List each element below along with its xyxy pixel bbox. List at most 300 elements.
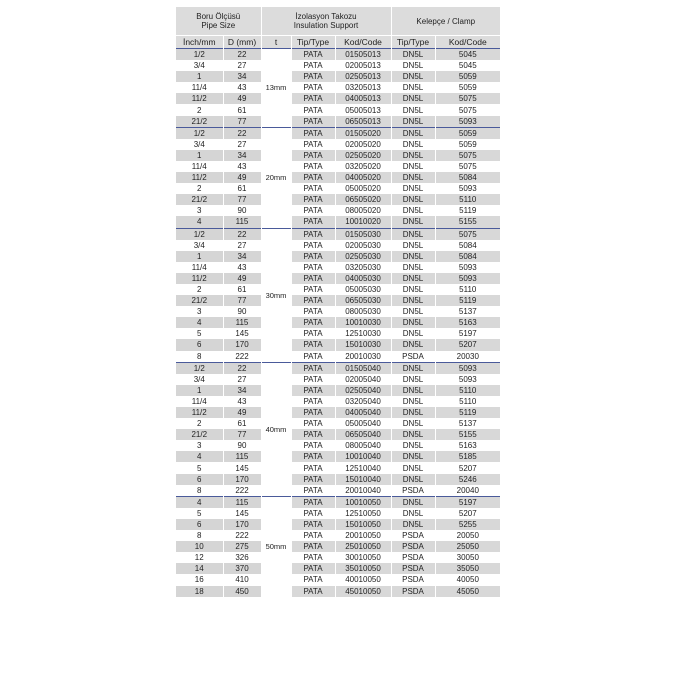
table-row: [176, 194, 500, 205]
table-row: [176, 139, 500, 150]
cell-clamp-type: DN5L: [391, 150, 435, 161]
cell-insulation-code: 03205030: [335, 262, 391, 273]
table-row: [176, 508, 500, 519]
cell-clamp-code: 5075: [435, 228, 500, 240]
cell-clamp-code: 5207: [435, 339, 500, 350]
table-row: [176, 71, 500, 82]
cell-d-mm: 115: [223, 451, 261, 462]
cell-insulation-code: 20010030: [335, 351, 391, 363]
cell-inch-mm: 18: [176, 586, 223, 597]
cell-clamp-code: 5093: [435, 116, 500, 128]
cell-d-mm: 61: [223, 183, 261, 194]
cell-d-mm: 43: [223, 161, 261, 172]
cell-inch-mm: 1/2: [176, 49, 223, 61]
cell-clamp-type: DN5L: [391, 284, 435, 295]
cell-insulation-type: PATA: [291, 49, 335, 61]
cell-clamp-type: DN5L: [391, 116, 435, 128]
cell-clamp-code: 5155: [435, 216, 500, 228]
cell-inch-mm: 3: [176, 306, 223, 317]
cell-d-mm: 450: [223, 586, 261, 597]
cell-insulation-code: 02505030: [335, 251, 391, 262]
cell-clamp-code: 5075: [435, 93, 500, 104]
cell-d-mm: 49: [223, 93, 261, 104]
cell-insulation-code: 02005030: [335, 240, 391, 251]
cell-thickness: 13mm: [261, 49, 291, 128]
cell-inch-mm: 16: [176, 574, 223, 585]
cell-clamp-type: DN5L: [391, 49, 435, 61]
table-row: [176, 150, 500, 161]
cell-thickness: 20mm: [261, 127, 291, 228]
cell-insulation-type: PATA: [291, 440, 335, 451]
cell-insulation-type: PATA: [291, 194, 335, 205]
cell-inch-mm: 1: [176, 71, 223, 82]
cell-inch-mm: 3/4: [176, 139, 223, 150]
cell-clamp-code: 5084: [435, 172, 500, 183]
cell-clamp-code: 5059: [435, 82, 500, 93]
cell-insulation-type: PATA: [291, 485, 335, 497]
cell-d-mm: 22: [223, 49, 261, 61]
cell-clamp-type: DN5L: [391, 496, 435, 508]
cell-insulation-code: 40010050: [335, 574, 391, 585]
cell-inch-mm: 2: [176, 104, 223, 115]
cell-clamp-code: 5075: [435, 161, 500, 172]
table-row: [176, 440, 500, 451]
cell-d-mm: 77: [223, 429, 261, 440]
cell-insulation-code: 01505020: [335, 127, 391, 139]
cell-insulation-type: PATA: [291, 374, 335, 385]
cell-insulation-code: 06505020: [335, 194, 391, 205]
cell-clamp-code: 5059: [435, 139, 500, 150]
cell-d-mm: 43: [223, 396, 261, 407]
cell-d-mm: 27: [223, 240, 261, 251]
column-t: t: [261, 36, 291, 49]
table-row: [176, 586, 500, 597]
cell-insulation-type: PATA: [291, 541, 335, 552]
cell-insulation-type: PATA: [291, 251, 335, 262]
table-row: [176, 462, 500, 473]
cell-insulation-type: PATA: [291, 451, 335, 462]
cell-inch-mm: 1: [176, 385, 223, 396]
cell-d-mm: 145: [223, 508, 261, 519]
table-row: [176, 82, 500, 93]
cell-clamp-type: DN5L: [391, 306, 435, 317]
table-row: [176, 273, 500, 284]
cell-insulation-type: PATA: [291, 317, 335, 328]
cell-clamp-type: PSDA: [391, 530, 435, 541]
cell-clamp-type: DN5L: [391, 418, 435, 429]
cell-clamp-type: DN5L: [391, 295, 435, 306]
cell-inch-mm: 2: [176, 418, 223, 429]
cell-insulation-type: PATA: [291, 172, 335, 183]
cell-d-mm: 77: [223, 116, 261, 128]
cell-clamp-type: DN5L: [391, 93, 435, 104]
cell-insulation-code: 30010050: [335, 552, 391, 563]
cell-insulation-type: PATA: [291, 385, 335, 396]
cell-d-mm: 410: [223, 574, 261, 585]
table-row: [176, 127, 500, 139]
cell-thickness: 30mm: [261, 228, 291, 362]
cell-inch-mm: 1/2: [176, 127, 223, 139]
cell-clamp-type: PSDA: [391, 351, 435, 363]
cell-insulation-type: PATA: [291, 127, 335, 139]
cell-inch-mm: 11/4: [176, 262, 223, 273]
column-clamp-type: Tip/Type: [391, 36, 435, 49]
cell-insulation-code: 05005030: [335, 284, 391, 295]
cell-clamp-type: DN5L: [391, 205, 435, 216]
cell-clamp-code: 5163: [435, 440, 500, 451]
cell-clamp-code: 20050: [435, 530, 500, 541]
cell-insulation-code: 05005020: [335, 183, 391, 194]
cell-clamp-code: 30050: [435, 552, 500, 563]
cell-clamp-code: 20030: [435, 351, 500, 363]
cell-clamp-type: DN5L: [391, 60, 435, 71]
cell-clamp-type: DN5L: [391, 262, 435, 273]
cell-d-mm: 145: [223, 462, 261, 473]
cell-d-mm: 370: [223, 563, 261, 574]
cell-insulation-type: PATA: [291, 306, 335, 317]
table-row: [176, 429, 500, 440]
insulation-title-tr: İzolasyon Takozu: [295, 12, 357, 21]
cell-insulation-code: 04005040: [335, 407, 391, 418]
cell-clamp-code: 5075: [435, 104, 500, 115]
cell-insulation-code: 02005020: [335, 139, 391, 150]
cell-inch-mm: 2: [176, 183, 223, 194]
cell-d-mm: 326: [223, 552, 261, 563]
cell-insulation-code: 02505013: [335, 71, 391, 82]
cell-insulation-code: 08005040: [335, 440, 391, 451]
cell-inch-mm: 1/2: [176, 362, 223, 374]
cell-clamp-type: DN5L: [391, 451, 435, 462]
cell-clamp-type: PSDA: [391, 574, 435, 585]
cell-insulation-type: PATA: [291, 183, 335, 194]
cell-clamp-type: DN5L: [391, 104, 435, 115]
cell-clamp-code: 5045: [435, 49, 500, 61]
cell-clamp-code: 35050: [435, 563, 500, 574]
cell-d-mm: 43: [223, 262, 261, 273]
cell-clamp-code: 5093: [435, 362, 500, 374]
cell-insulation-code: 12510040: [335, 462, 391, 473]
cell-inch-mm: 4: [176, 216, 223, 228]
cell-insulation-type: PATA: [291, 563, 335, 574]
table-row: [176, 530, 500, 541]
cell-d-mm: 27: [223, 374, 261, 385]
cell-inch-mm: 11/2: [176, 273, 223, 284]
table-row: [176, 351, 500, 363]
column-inch-mm: İnch/mm: [176, 36, 223, 49]
table-row: [176, 563, 500, 574]
cell-d-mm: 170: [223, 474, 261, 485]
cell-insulation-type: PATA: [291, 60, 335, 71]
cell-inch-mm: 2: [176, 284, 223, 295]
cell-d-mm: 222: [223, 485, 261, 497]
cell-insulation-type: PATA: [291, 284, 335, 295]
cell-d-mm: 275: [223, 541, 261, 552]
cell-insulation-code: 20010050: [335, 530, 391, 541]
cell-d-mm: 90: [223, 306, 261, 317]
table-row: [176, 216, 500, 228]
cell-clamp-type: PSDA: [391, 541, 435, 552]
cell-insulation-type: PATA: [291, 574, 335, 585]
cell-clamp-code: 5119: [435, 205, 500, 216]
cell-clamp-type: DN5L: [391, 508, 435, 519]
table-row: [176, 240, 500, 251]
cell-clamp-type: DN5L: [391, 396, 435, 407]
cell-d-mm: 90: [223, 440, 261, 451]
table-row: [176, 228, 500, 240]
cell-insulation-type: PATA: [291, 116, 335, 128]
cell-clamp-type: DN5L: [391, 161, 435, 172]
cell-clamp-type: DN5L: [391, 339, 435, 350]
cell-insulation-code: 10010040: [335, 451, 391, 462]
cell-insulation-code: 10010050: [335, 496, 391, 508]
cell-clamp-type: PSDA: [391, 563, 435, 574]
cell-insulation-type: PATA: [291, 273, 335, 284]
table-row: [176, 396, 500, 407]
cell-clamp-type: DN5L: [391, 429, 435, 440]
cell-d-mm: 61: [223, 284, 261, 295]
cell-clamp-type: DN5L: [391, 407, 435, 418]
cell-insulation-code: 45010050: [335, 586, 391, 597]
cell-inch-mm: 5: [176, 328, 223, 339]
cell-insulation-type: PATA: [291, 262, 335, 273]
cell-d-mm: 27: [223, 60, 261, 71]
cell-clamp-code: 5246: [435, 474, 500, 485]
cell-clamp-type: DN5L: [391, 228, 435, 240]
cell-insulation-code: 03205013: [335, 82, 391, 93]
column-d-mm: D (mm): [223, 36, 261, 49]
cell-insulation-type: PATA: [291, 216, 335, 228]
cell-d-mm: 43: [223, 82, 261, 93]
cell-insulation-type: PATA: [291, 150, 335, 161]
cell-d-mm: 115: [223, 216, 261, 228]
cell-clamp-type: DN5L: [391, 362, 435, 374]
cell-insulation-code: 08005020: [335, 205, 391, 216]
cell-inch-mm: 3/4: [176, 60, 223, 71]
pipe-size-header: [176, 7, 261, 36]
cell-insulation-code: 05005040: [335, 418, 391, 429]
table-row: [176, 328, 500, 339]
cell-insulation-code: 01505013: [335, 49, 391, 61]
cell-inch-mm: 1/2: [176, 228, 223, 240]
cell-clamp-code: 5084: [435, 240, 500, 251]
cell-insulation-type: PATA: [291, 228, 335, 240]
cell-d-mm: 170: [223, 519, 261, 530]
table-body: [176, 49, 500, 597]
cell-insulation-code: 02005013: [335, 60, 391, 71]
cell-insulation-type: PATA: [291, 328, 335, 339]
cell-clamp-code: 5093: [435, 374, 500, 385]
cell-clamp-code: 5093: [435, 183, 500, 194]
cell-clamp-code: 40050: [435, 574, 500, 585]
table-header: [176, 7, 500, 49]
cell-d-mm: 22: [223, 228, 261, 240]
cell-clamp-type: DN5L: [391, 317, 435, 328]
cell-insulation-code: 15010050: [335, 519, 391, 530]
cell-d-mm: 61: [223, 418, 261, 429]
cell-clamp-type: DN5L: [391, 273, 435, 284]
cell-insulation-code: 10010020: [335, 216, 391, 228]
table-row: [176, 385, 500, 396]
table-row: [176, 116, 500, 128]
cell-inch-mm: 21/2: [176, 295, 223, 306]
cell-clamp-type: PSDA: [391, 586, 435, 597]
cell-clamp-code: 5207: [435, 508, 500, 519]
table-row: [176, 485, 500, 497]
cell-insulation-type: PATA: [291, 418, 335, 429]
cell-clamp-code: 5110: [435, 194, 500, 205]
cell-clamp-type: DN5L: [391, 374, 435, 385]
column-insulation-code: Kod/Code: [335, 36, 391, 49]
cell-clamp-type: DN5L: [391, 172, 435, 183]
cell-insulation-code: 02005040: [335, 374, 391, 385]
cell-insulation-code: 04005013: [335, 93, 391, 104]
cell-d-mm: 77: [223, 194, 261, 205]
cell-insulation-code: 15010030: [335, 339, 391, 350]
cell-clamp-code: 5110: [435, 396, 500, 407]
cell-insulation-code: 06505040: [335, 429, 391, 440]
table-row: [176, 60, 500, 71]
pipe-size-title-en: Pipe Size: [201, 21, 236, 30]
cell-insulation-type: PATA: [291, 240, 335, 251]
cell-d-mm: 90: [223, 205, 261, 216]
cell-d-mm: 49: [223, 273, 261, 284]
cell-clamp-code: 5207: [435, 462, 500, 473]
cell-inch-mm: 8: [176, 485, 223, 497]
cell-inch-mm: 3: [176, 440, 223, 451]
cell-clamp-type: DN5L: [391, 328, 435, 339]
cell-insulation-type: PATA: [291, 295, 335, 306]
cell-clamp-code: 45050: [435, 586, 500, 597]
table-row: [176, 251, 500, 262]
cell-clamp-code: 5093: [435, 262, 500, 273]
cell-insulation-type: PATA: [291, 396, 335, 407]
cell-inch-mm: 4: [176, 317, 223, 328]
cell-clamp-code: 5045: [435, 60, 500, 71]
cell-d-mm: 115: [223, 496, 261, 508]
cell-insulation-type: PATA: [291, 407, 335, 418]
cell-clamp-code: 5137: [435, 418, 500, 429]
table-row: [176, 104, 500, 115]
cell-inch-mm: 1: [176, 251, 223, 262]
cell-insulation-type: PATA: [291, 82, 335, 93]
cell-d-mm: 34: [223, 251, 261, 262]
cell-insulation-type: PATA: [291, 104, 335, 115]
cell-inch-mm: 11/4: [176, 396, 223, 407]
cell-inch-mm: 11/2: [176, 407, 223, 418]
cell-insulation-type: PATA: [291, 339, 335, 350]
cell-insulation-code: 03205020: [335, 161, 391, 172]
cell-thickness: 40mm: [261, 362, 291, 496]
table-row: [176, 474, 500, 485]
cell-inch-mm: 11/2: [176, 172, 223, 183]
cell-clamp-code: 5110: [435, 284, 500, 295]
cell-d-mm: 222: [223, 351, 261, 363]
cell-d-mm: 61: [223, 104, 261, 115]
cell-inch-mm: 11/2: [176, 93, 223, 104]
table-row: [176, 407, 500, 418]
cell-inch-mm: 3/4: [176, 374, 223, 385]
cell-insulation-code: 05005013: [335, 104, 391, 115]
cell-d-mm: 27: [223, 139, 261, 150]
cell-inch-mm: 5: [176, 508, 223, 519]
cell-inch-mm: 5: [176, 462, 223, 473]
cell-clamp-code: 5137: [435, 306, 500, 317]
cell-insulation-type: PATA: [291, 93, 335, 104]
cell-insulation-code: 12510030: [335, 328, 391, 339]
cell-insulation-code: 03205040: [335, 396, 391, 407]
cell-insulation-type: PATA: [291, 71, 335, 82]
cell-clamp-type: PSDA: [391, 552, 435, 563]
table-row: [176, 205, 500, 216]
cell-d-mm: 34: [223, 385, 261, 396]
table-row: [176, 418, 500, 429]
cell-clamp-code: 5119: [435, 407, 500, 418]
cell-insulation-code: 10010030: [335, 317, 391, 328]
cell-d-mm: 49: [223, 407, 261, 418]
cell-insulation-code: 01505040: [335, 362, 391, 374]
cell-clamp-code: 25050: [435, 541, 500, 552]
cell-insulation-code: 02505040: [335, 385, 391, 396]
cell-clamp-code: 5155: [435, 429, 500, 440]
cell-clamp-code: 5059: [435, 71, 500, 82]
column-insulation-type: Tip/Type: [291, 36, 335, 49]
cell-thickness: 50mm: [261, 496, 291, 596]
cell-clamp-code: 5119: [435, 295, 500, 306]
cell-insulation-type: PATA: [291, 586, 335, 597]
cell-clamp-type: DN5L: [391, 216, 435, 228]
cell-clamp-type: DN5L: [391, 139, 435, 150]
cell-insulation-type: PATA: [291, 474, 335, 485]
cell-inch-mm: 6: [176, 474, 223, 485]
table-row: [176, 161, 500, 172]
cell-d-mm: 34: [223, 71, 261, 82]
cell-clamp-code: 5059: [435, 127, 500, 139]
cell-clamp-code: 5110: [435, 385, 500, 396]
cell-clamp-code: 20040: [435, 485, 500, 497]
cell-inch-mm: 10: [176, 541, 223, 552]
cell-inch-mm: 11/4: [176, 82, 223, 93]
cell-clamp-code: 5075: [435, 150, 500, 161]
cell-insulation-type: PATA: [291, 205, 335, 216]
cell-insulation-type: PATA: [291, 552, 335, 563]
table-row: [176, 172, 500, 183]
cell-inch-mm: 3: [176, 205, 223, 216]
cell-clamp-type: DN5L: [391, 127, 435, 139]
cell-clamp-code: 5197: [435, 496, 500, 508]
cell-d-mm: 22: [223, 362, 261, 374]
cell-clamp-type: DN5L: [391, 82, 435, 93]
cell-insulation-type: PATA: [291, 139, 335, 150]
cell-inch-mm: 8: [176, 351, 223, 363]
cell-inch-mm: 8: [176, 530, 223, 541]
clamp-title: Kelepçe / Clamp: [416, 16, 476, 26]
cell-clamp-type: PSDA: [391, 485, 435, 497]
cell-d-mm: 49: [223, 172, 261, 183]
cell-clamp-code: 5197: [435, 328, 500, 339]
cell-d-mm: 145: [223, 328, 261, 339]
table-row: [176, 451, 500, 462]
cell-inch-mm: 21/2: [176, 116, 223, 128]
cell-inch-mm: 4: [176, 496, 223, 508]
cell-insulation-code: 25010050: [335, 541, 391, 552]
cell-clamp-type: DN5L: [391, 519, 435, 530]
cell-insulation-code: 01505030: [335, 228, 391, 240]
cell-d-mm: 77: [223, 295, 261, 306]
cell-clamp-type: DN5L: [391, 251, 435, 262]
cell-inch-mm: 12: [176, 552, 223, 563]
cell-inch-mm: 21/2: [176, 429, 223, 440]
column-clamp-code: Kod/Code: [435, 36, 500, 49]
